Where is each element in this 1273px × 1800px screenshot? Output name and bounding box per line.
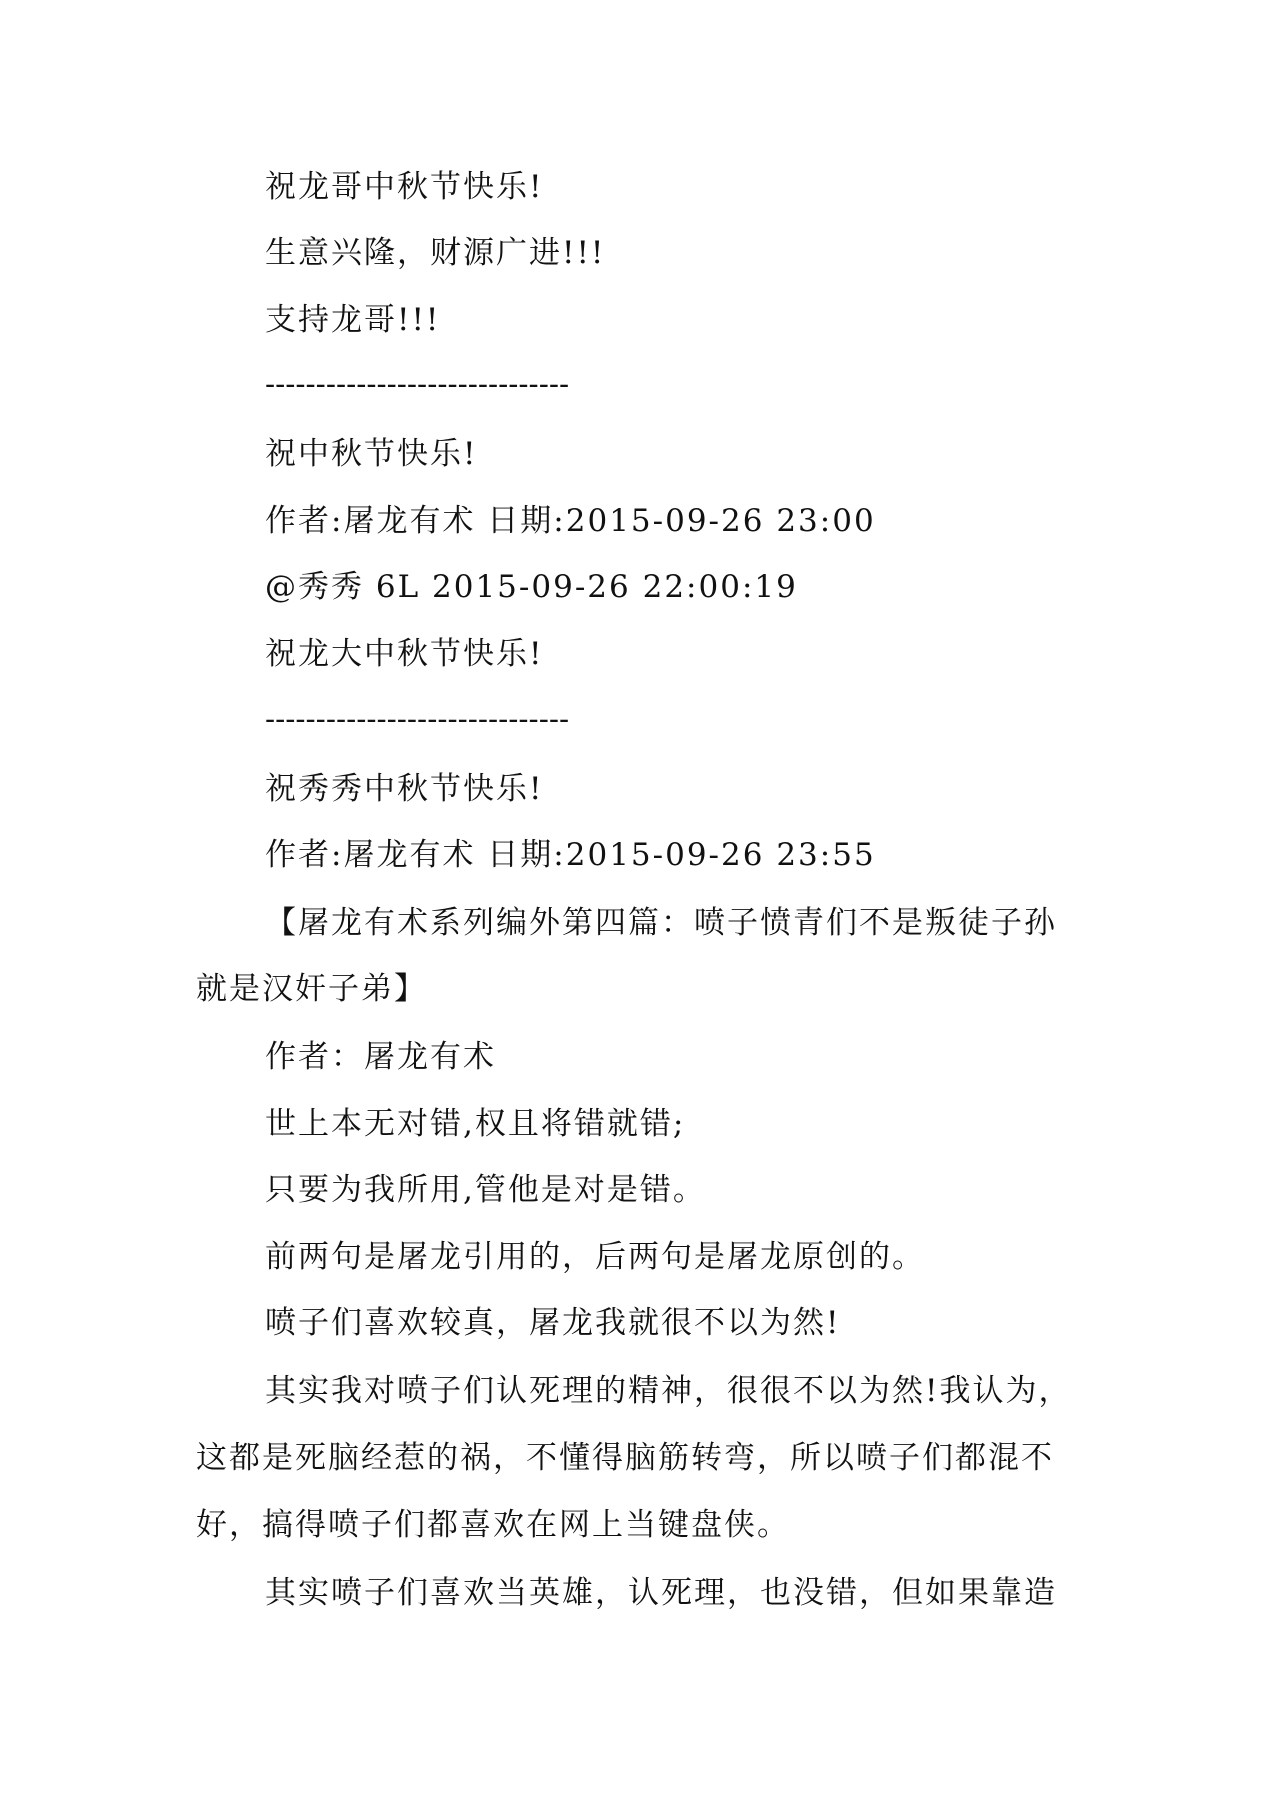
verse-line-2: 只要为我所用,管他是对是错。	[265, 1172, 706, 1208]
author-date-line: 作者:屠龙有术 日期:2015-09-26 23:00	[265, 503, 876, 539]
body-paragraph-line: 好，搞得喷子们都喜欢在网上当键盘侠。	[196, 1507, 790, 1543]
body-paragraph-line: 其实我对喷子们认死理的精神，很很不以为然!我认为，	[265, 1373, 1072, 1409]
article-title-line-2: 就是汉奸子弟】	[196, 971, 427, 1007]
greeting-line-longge: 祝龙哥中秋节快乐!	[265, 169, 544, 205]
greeting-line-xiuxiu: 祝秀秀中秋节快乐!	[265, 771, 544, 807]
wish-line-business: 生意兴隆，财源广进!!!	[265, 235, 606, 271]
greeting-line-longda: 祝龙大中秋节快乐!	[265, 636, 544, 672]
body-paragraph-line: 前两句是屠龙引用的，后两句是屠龙原创的。	[265, 1239, 925, 1275]
author-date-line: 作者:屠龙有术 日期:2015-09-26 23:55	[265, 837, 876, 873]
reply-reference-line: @秀秀 6L 2015-09-26 22:00:19	[265, 569, 798, 605]
greeting-line-midautumn: 祝中秋节快乐!	[265, 436, 478, 472]
separator-line: ------------------------------	[265, 367, 570, 402]
article-title-line-1: 【屠龙有术系列编外第四篇：喷子愤青们不是叛徒子孙	[265, 905, 1057, 941]
support-line: 支持龙哥!!!	[265, 302, 441, 338]
separator-line: ------------------------------	[265, 702, 570, 737]
body-paragraph-line: 喷子们喜欢较真，屠龙我就很不以为然!	[265, 1305, 841, 1341]
body-paragraph-line: 其实喷子们喜欢当英雄，认死理，也没错，但如果靠造	[265, 1575, 1057, 1611]
body-paragraph-line: 这都是死脑经惹的祸，不懂得脑筋转弯，所以喷子们都混不	[196, 1440, 1054, 1476]
article-author-line: 作者：屠龙有术	[265, 1039, 496, 1075]
verse-line-1: 世上本无对错,权且将错就错;	[265, 1106, 686, 1142]
